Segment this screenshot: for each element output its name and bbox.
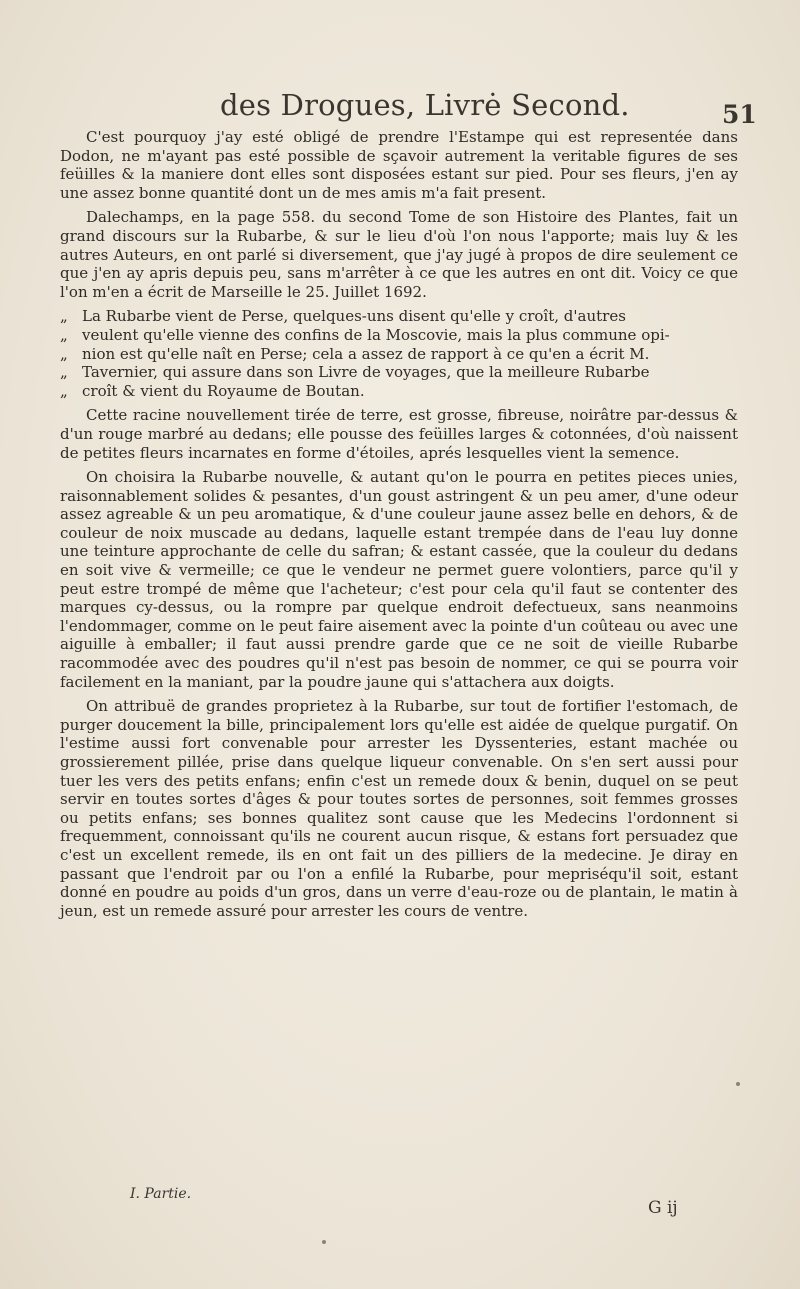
quote-line: [60, 382, 738, 401]
quote-line-text: nion est qu'elle naît en Perse; cela a assez de rapport à ce qu'en a écrit M.: [82, 344, 650, 363]
quote-line: [60, 326, 738, 345]
quoted-letter: [60, 307, 738, 400]
paragraph-racine: Cette racine nouvellement tirée de terre, est grosse, fibreuse, noirâtre par-dessus & d'un rouge marbré au dedans; elle pousse des feüilles larges & cotonnées, d'où naissent de petites fleurs incarnates en forme d'étoiles, aprés lesquelles vient la semence.: [60, 406, 738, 462]
paragraph-dalechamps: Dalechamps, en la page 558. du second Tome de son Histoire des Plantes, fait un grand discours sur la Rubarbe, & sur le lieu d'où l'on nous l'apporte; mais luy & les autres Auteurs, en ont parlé si diversement, que j'ay jugé à propos de dire seulement ce que j'en ay apris depuis peu, sans m'arrêter à ce que les autres en ont dit. Voicy ce que l'on m'en a écrit de Marseille le 25. Juillet 1692.: [60, 208, 738, 301]
quote-line-text: Tavernier, qui assure dans son Livre de voyages, que la meilleure Rubarbe: [82, 363, 650, 382]
quote-line-text: croît & vient du Royaume de Boutan.: [82, 381, 365, 400]
quote-line: [60, 307, 738, 326]
quote-mark: „: [60, 325, 68, 344]
paragraph-choix: On choisira la Rubarbe nouvelle, & autant qu'on le pourra en petites pieces unies, raisonnablement solides & pesantes, d'un goust astringent & un peu amer, d'une odeur assez agreable & un peu aromatique, & d'une couleur jaune assez belle en dehors, & de couleur de noix muscade au dedans, laquelle estant trempée dans de l'eau luy donne une teinture approchante de celle du safran; & estant cassée, que la couleur du dedans en soit vive & vermeille; ce que le vendeur ne permet guere volontiers, parce qu'il y peut estre trompé de même que l'acheteur; c'est pour cela qu'il faut se contenter des marques cy-dessus, ou la rompre par quelque endroit defectueux, sans neanmoins l'endommager, comme on le peut faire aisement avec la pointe d'un coûteau ou avec une aiguille à emballer; il faut aussi prendre garde que ce ne soit de vieille Rubarbe racommodée avec des poudres qu'il n'est pas besoin de nommer, ce qui se pourra voir facilement en la maniant, par la poudre jaune qui s'attachera aux doigts.: [60, 468, 738, 691]
paragraph-proprietez: On attribuë de grandes proprietez à la Rubarbe, sur tout de fortifier l'estomach, de purger doucement la bille, principalement lors qu'elle est aidée de quelque purgatif. On l'estime aussi fort convenable pour arrester les Dyssenteries, estant machée ou grossierement pillée, prise dans quelque liqueur convenable. On s'en sert aussi pour tuer les vers des petits enfans; enfin c'est un remede doux & benin, duquel on se peut servir en toutes sortes d'âges & pour toutes sortes de personnes, soit femmes grosses ou petits enfans; ses bonnes qualitez sont cause que les Medecins l'ordonnent si frequemment, connoissant qu'ils ne courent aucun risque, & estans fort persuadez que c'est un excellent remede, ils en ont fait un des pilliers de la medecine. Je diray en passant que l'endroit par ou l'on a enfilé la Rubarbe, pour mepriséqu'il soit, estant donné en poudre au poids d'un gros, dans un verre d'eau-roze ou de plantain, le matin à jeun, est un remede assuré pour arrester les cours de ventre.: [60, 697, 738, 920]
quote-mark: „: [60, 344, 68, 363]
running-head-title: des Drogues, Livrė Second.: [220, 88, 630, 122]
paper-speck: [322, 1240, 326, 1244]
quote-mark: „: [60, 363, 68, 382]
quote-line-text: veulent qu'elle vienne des confins de la Moscovie, mais la plus commune opi-: [82, 325, 670, 344]
body-text: [60, 128, 738, 926]
quote-line: [60, 345, 738, 364]
paragraph-estampe: C'est pourquoy j'ay esté obligé de prendre l'Estampe qui est representée dans Dodon, ne m'ayant pas esté possible de sçavoir autrement la veritable figures de ses feüilles & la maniere dont elles sont disposées estant sur pied. Pour ses fleurs, j'en ay une assez bonne quantité dont un de mes amis m'a fait present.: [60, 128, 738, 202]
quote-line-text: La Rubarbe vient de Perse, quelques-uns disent qu'elle y croît, d'autres: [82, 307, 626, 326]
quote-line: [60, 363, 738, 382]
page-number: 51: [722, 100, 757, 129]
signature-mark-left: I. Partie.: [130, 1186, 192, 1202]
quote-mark: „: [60, 307, 68, 326]
quote-mark: „: [60, 381, 68, 400]
paper-speck: [736, 1082, 740, 1086]
signature-mark-right: G ij: [648, 1198, 678, 1218]
